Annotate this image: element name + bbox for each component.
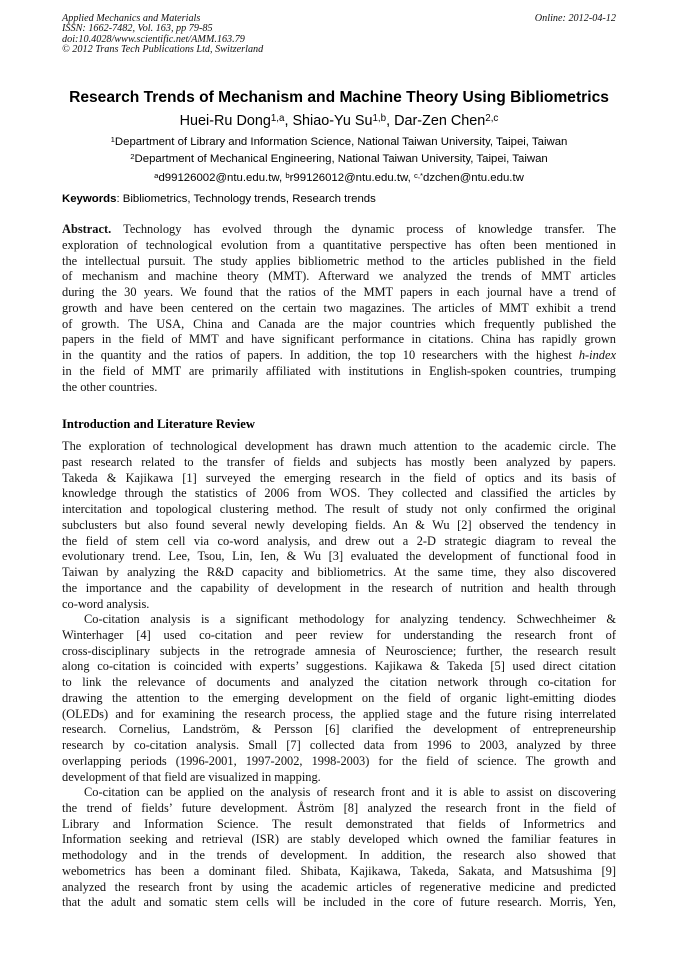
paragraph-line: drawing the attention to the emerging development on the field of organic light-emitting diodes xyxy=(62,690,616,705)
paragraph-line: Co-citation analysis is a significant methodology for analyzing tendency. Schwechheimer & xyxy=(84,612,616,626)
journal-issn: ISSN: 1662-7482, Vol. 163, pp 79-85 xyxy=(62,23,213,35)
online-date: Online: 2012-04-12 xyxy=(534,13,616,24)
abstract xyxy=(62,222,616,395)
author-name: Shiao-Yu Su xyxy=(292,113,373,129)
paragraph-line: cross-disciplinary subjects in the retrograde amnesia of Neuroscience; further, the research result xyxy=(62,643,616,658)
abstract-line: of mechanism and machine theory (MMT). Afterward we analyzed the trends of MMT articles xyxy=(62,269,616,284)
paragraph-line: Information seeking and retrieval (ISR) are stably developed which owned the familiar features in xyxy=(62,832,616,847)
abstract-line: the other countries. xyxy=(62,379,158,394)
paragraph-line: overlapping periods (1996-2001, 1997-2002, 1998-2003) for the field of science. The growth and xyxy=(62,753,616,768)
paragraph-line: Co-citation can be applied on the analysis of research front and it is able to assist on discovering xyxy=(84,785,616,799)
journal-copyright: © 2012 Trans Tech Publications Ltd, Switzerland xyxy=(62,43,264,55)
affiliation-text: Department of Mechanical Engineering, National Taiwan University, Taipei, Taiwan xyxy=(134,153,548,165)
paragraph-line: the field of stem cell via co-word analysis, and drew out a 2-D strategic diagram to reveal the xyxy=(62,533,616,548)
paragraph-line: Library and Information Science. The result demonstrated that fields of Informetrics and xyxy=(62,816,616,831)
paragraph-line: the trend of fields’ future development. Åström [8] analyzed the research front in the field of xyxy=(62,800,616,815)
email-address[interactable]: d99126002@ntu.edu.tw, xyxy=(158,172,283,184)
keywords-label: Keywords xyxy=(62,193,117,205)
email-address[interactable]: r99126012@ntu.edu.tw, xyxy=(289,172,411,184)
paragraph-line: The exploration of technological development has drawn much attention to the academic circle. The xyxy=(62,439,616,453)
h-index-term: h-index xyxy=(578,348,616,362)
affiliation-sup: 1 xyxy=(110,134,115,144)
paragraph-line: the importance and the capability of development in the research of nutrition and health through xyxy=(62,580,616,595)
paragraph-line: intercitation and topological clustering method. The result of study not only confirmed the original xyxy=(62,502,616,516)
affiliation-sup: 2 xyxy=(130,151,135,161)
paragraph-line: co-word analysis. xyxy=(62,596,150,611)
paragraph-line: subclusters but also found several newly developing fields. An & Wu [2] observed the tendency in xyxy=(62,517,616,532)
paragraph-line: Winterhager [4] used co-citation and peer review for understanding the research front of xyxy=(62,627,616,642)
paper-title: Research Trends of Mechanism and Machine Theory Using Bibliometrics xyxy=(69,89,609,106)
affiliation-2 xyxy=(40,153,638,165)
paragraph-line: Takeda & Kajikawa [1] surveyed the emerging research in the field of optics and its basis of xyxy=(62,470,616,485)
paragraph-line: analyzed the research front by using the academic articles of regenerative medicine and predicted xyxy=(62,879,616,894)
email-address[interactable]: dzchen@ntu.edu.tw xyxy=(422,172,524,184)
paragraph-line: research by co-citation analysis. Small [7] collected data from 1996 to 2003, analyzed by three xyxy=(62,738,616,752)
paragraph-line: development of that field are visualized in mapping. xyxy=(62,769,321,784)
journal-header xyxy=(62,14,616,55)
journal-doi: doi:10.4028/www.scientific.net/AMM.163.79 xyxy=(62,33,245,45)
author-name: Dar-Zen Chen xyxy=(394,113,486,129)
abstract-line-hindex: in the quantity and the ratios of papers. In addition, the top 10 researchers with the highest h-index xyxy=(62,348,616,362)
section-heading: Introduction and Literature Review xyxy=(62,417,255,431)
author-name: Huei-Ru Dong xyxy=(179,113,271,129)
paragraph-line: research. Cornelius, Landström, & Persson [6] clarified the development of entrepreneurship xyxy=(62,722,616,737)
paragraph-line: evolutionary trend. Lee, Tsou, Lin, Ien, & Wu [3] evaluated the development of functional food in xyxy=(62,549,616,564)
affiliation-text: Department of Library and Information Science, National Taiwan University, Taipei, Taiwan xyxy=(114,136,568,148)
email-sup: a xyxy=(154,170,159,180)
abstract-line: of growth. The USA, China and Canada are the major countries which frequently published the xyxy=(62,316,616,331)
abstract-line: the intellectual pursuit. The study applies bibliometric method to the articles published in the field xyxy=(62,253,616,268)
paragraph-line: past research related to the transfer of fields and subjects has mostly been analyzed by papers. xyxy=(62,454,616,469)
keywords-text: : Bibliometrics, Technology trends, Research trends xyxy=(116,193,376,205)
paragraph-line: methodology and in the trends of development. In addition, the research also showed that xyxy=(62,848,616,862)
email-sup: c,* xyxy=(413,170,423,180)
paragraph-line: webometrics has been a dominant filed. Shibata, Kajikawa, Takeda, Sakata, and Matsushima [9] xyxy=(62,863,616,878)
abstract-label: Abstract. xyxy=(62,222,112,236)
keywords xyxy=(62,193,616,205)
paragraph-line: Taiwan by analyzing the R&D capacity and bibliometrics. At the same time, they also discovered xyxy=(62,565,616,579)
affiliation-1 xyxy=(40,136,638,148)
paragraph-line: along co-citation is coincided with experts’ suggestions. Kajikawa & Takeda [5] used direct citation xyxy=(62,659,616,674)
email-sup: b xyxy=(285,170,290,180)
intro-paragraph-1 xyxy=(62,439,616,612)
paragraph-line: (OLEDs) and for examining the research process, the applied stage and the future rising interrelated xyxy=(62,706,616,721)
paragraph-line: to link the relevance of documents and analyzed the citation network through co-citation for xyxy=(62,675,616,689)
author-sup: 1,b xyxy=(372,112,387,124)
author-list: Huei-Ru Dong$^{1,a}$, Shiao-Yu Su$^{1,b}$, Dar-Zen Chen$^{2,c}$ xyxy=(179,112,499,129)
abstract-line-text: Technology has evolved through the dynamic process of knowledge transfer. The xyxy=(111,222,616,236)
abstract-line: growth and have been centered on the certain two magazines. The articles of MMT exhibit a trend xyxy=(62,300,616,315)
paragraph-line: that the adult and somatic stem cells will be included in the core of future research. Morris, Yen, xyxy=(62,895,616,910)
author-sup: 2,c xyxy=(485,112,499,124)
paragraph-line: knowledge through the statistics of 2006 from WOS. They collected and classified the articles by xyxy=(62,486,616,501)
abstract-line: in the field of MMT are primarily affiliated with institutions in English-spoken countries, trumping xyxy=(62,363,616,378)
email-list xyxy=(40,172,638,184)
author-sup: 1,a xyxy=(270,112,285,124)
abstract-line-first xyxy=(62,222,616,238)
intro-paragraph-2 xyxy=(62,612,616,785)
journal-name: Applied Mechanics and Materials xyxy=(62,13,201,24)
intro-paragraph-3 xyxy=(62,785,616,911)
abstract-line: exploration of technological evolution from a quantitative perspective has often been mentioned in xyxy=(62,237,616,252)
abstract-line: papers in the field of MMT and have significant performance in citations. China has rapidly grown xyxy=(62,332,616,347)
abstract-line: during the 30 years. We found that the ratios of the MMT papers in each journal have a trend of xyxy=(62,285,616,299)
